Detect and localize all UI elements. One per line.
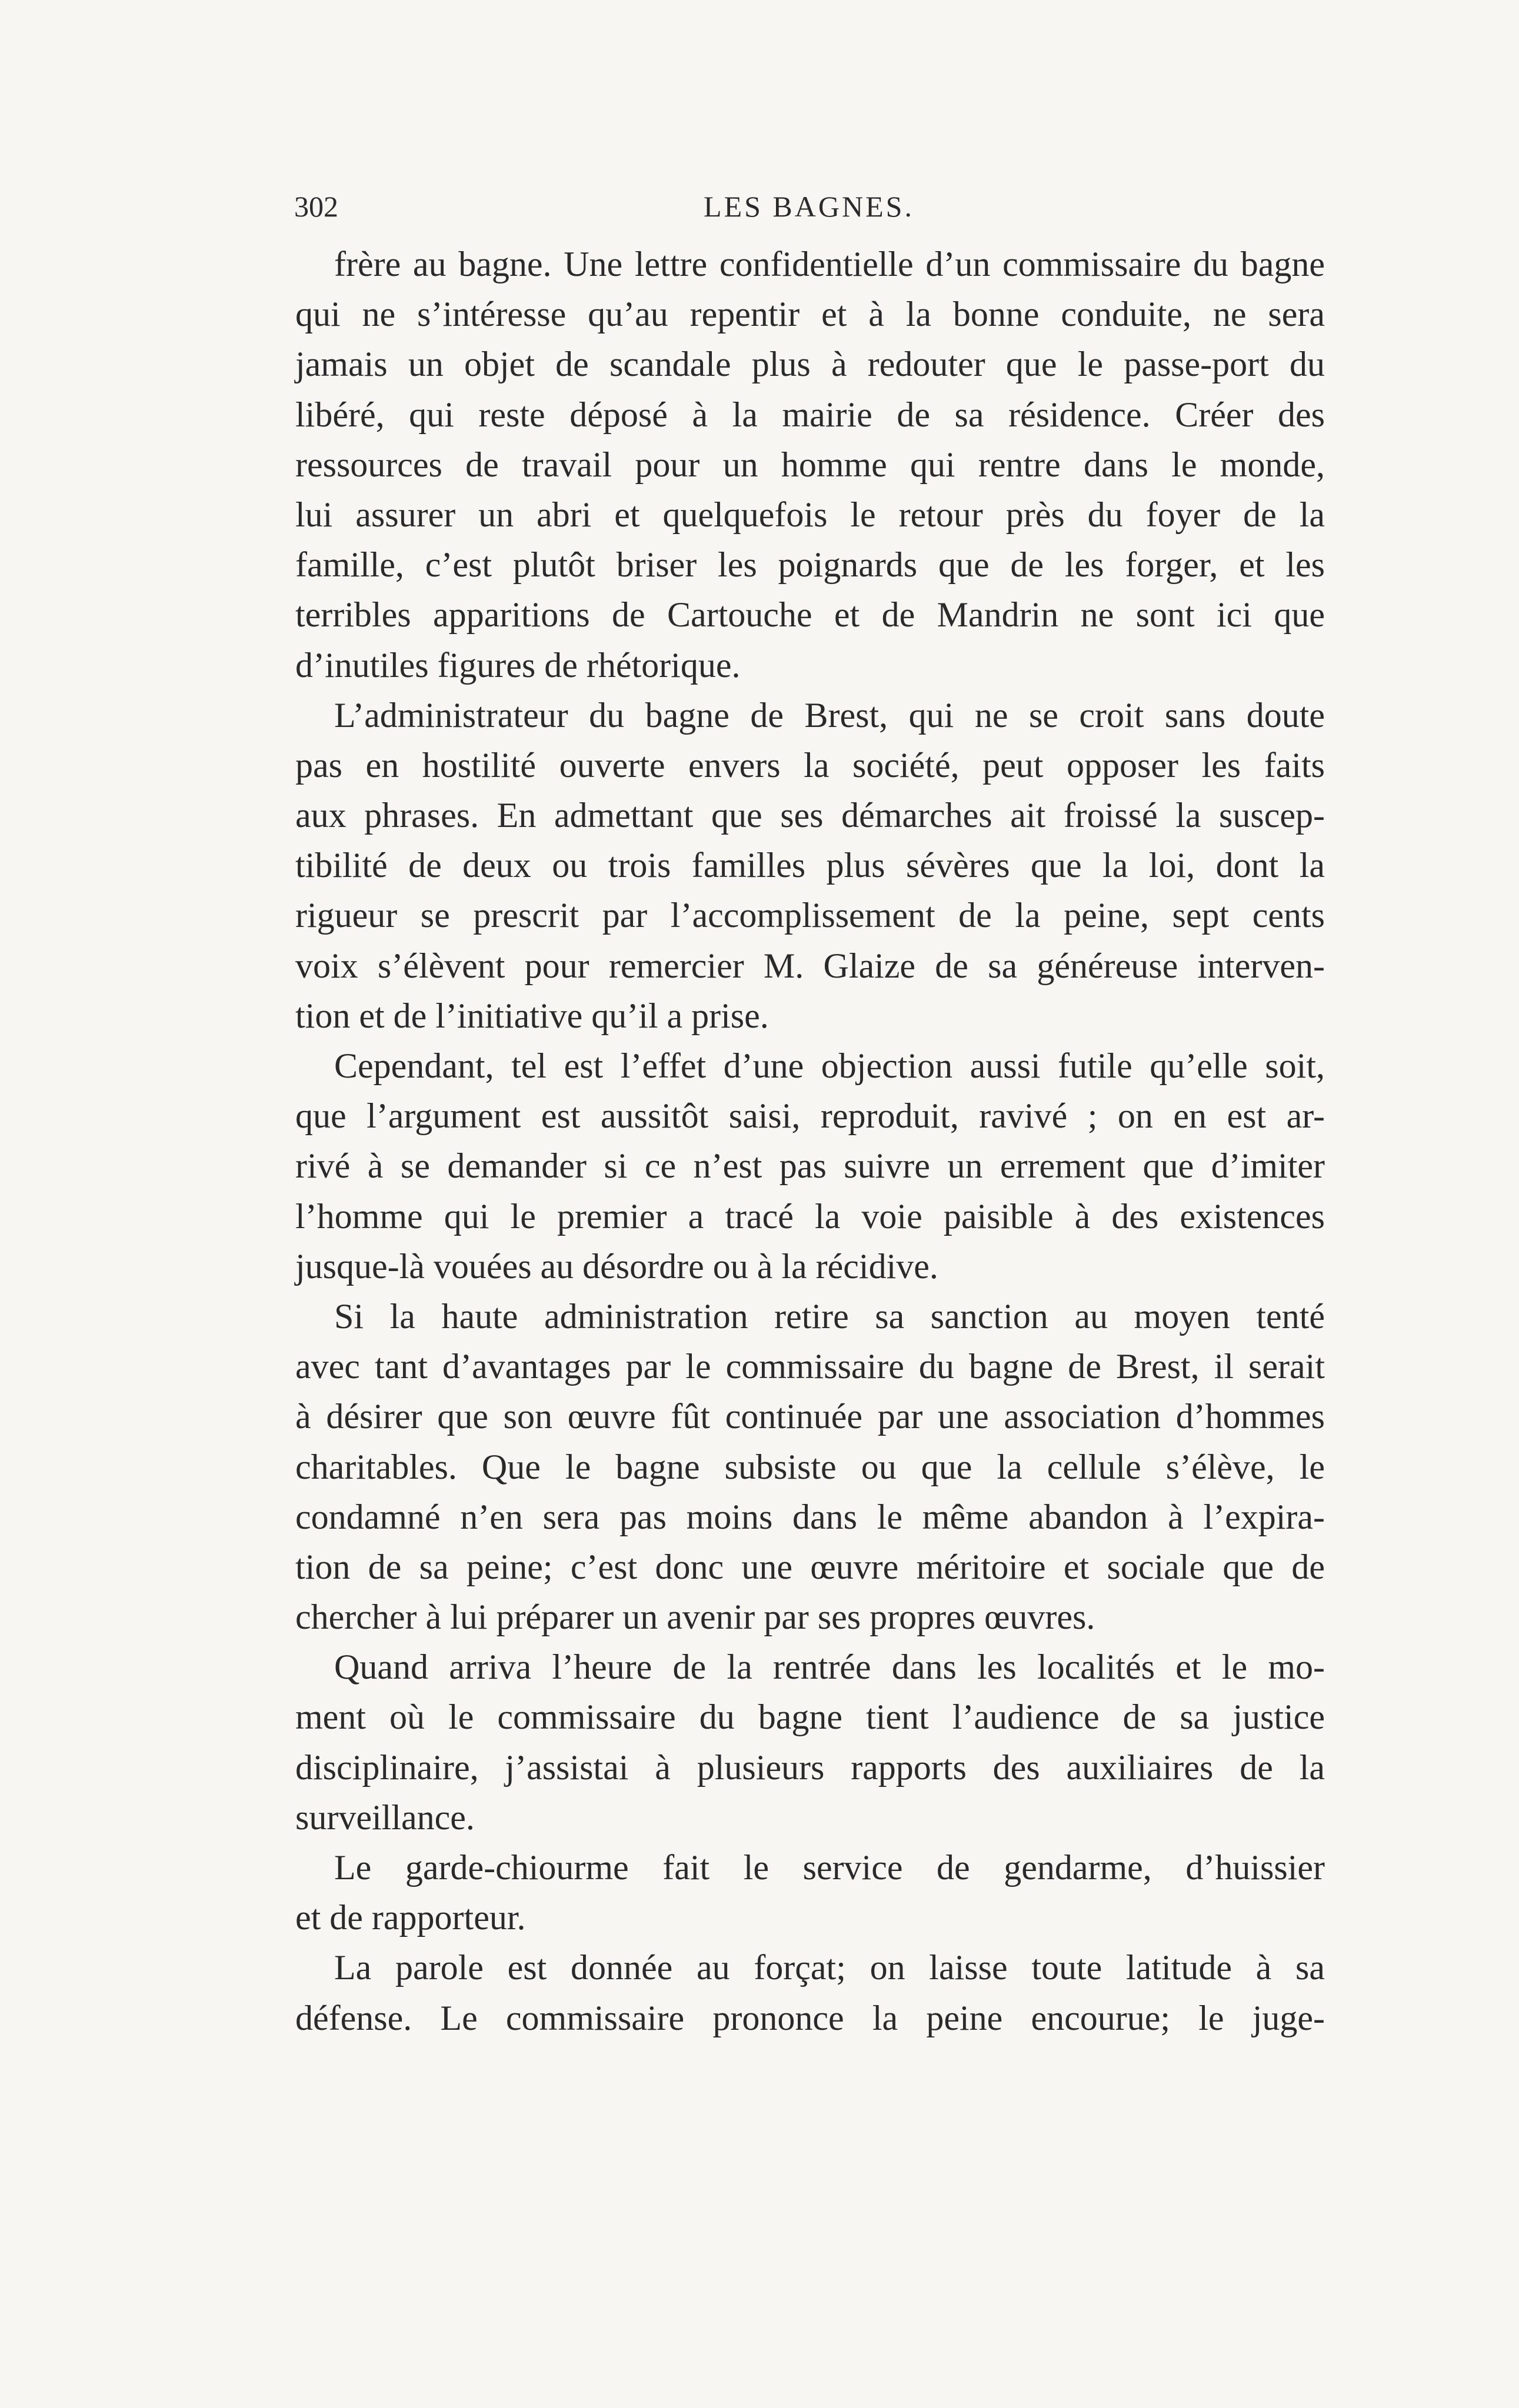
page-number: 302 xyxy=(294,190,338,223)
text-line: l’homme qui le premier a tracé la voie paisible à des existences xyxy=(295,1196,1325,1236)
text-line: d’inutiles figures de rhétorique. xyxy=(295,645,741,685)
text-line: Quand arriva l’heure de la rentrée dans les localités et le mo- xyxy=(334,1647,1325,1687)
text-line: pas en hostilité ouverte envers la société, peut opposer les faits xyxy=(295,745,1325,785)
text-line: chercher à lui préparer un avenir par ses propres œuvres. xyxy=(295,1597,1095,1637)
text-line: surveillance. xyxy=(295,1797,475,1837)
text-line: jusque-là vouées au désordre ou à la récidive. xyxy=(295,1246,938,1286)
running-title: LES BAGNES. xyxy=(704,190,914,223)
text-line: rigueur se prescrit par l’accomplissement de la peine, sept cents xyxy=(295,896,1325,935)
text-line: avec tant d’avantages par le commissaire du bagne de Brest, il serait xyxy=(295,1347,1325,1386)
text-line: qui ne s’intéresse qu’au repentir et à la bonne conduite, ne sera xyxy=(295,295,1325,334)
text-line: disciplinaire, j’assistai à plusieurs rapports des auxiliaires de la xyxy=(295,1747,1325,1787)
text-line: rivé à se demander si ce n’est pas suivre un errement que d’imiter xyxy=(295,1146,1325,1186)
text-line: jamais un objet de scandale plus à redouter que le passe-port du xyxy=(295,345,1325,384)
text-line: condamné n’en sera pas moins dans le même abandon à l’expira- xyxy=(295,1497,1325,1536)
text-line: Le garde-chiourme fait le service de gendarme, d’huissier xyxy=(334,1848,1325,1887)
page-header xyxy=(294,189,1324,231)
text-line: frère au bagne. Une lettre confidentielle d’un commissaire du bagne xyxy=(334,245,1325,284)
text-line: La parole est donnée au forçat; on laisse toute latitude à sa xyxy=(334,1948,1325,1987)
text-line: voix s’élèvent pour remercier M. Glaize de sa généreuse interven- xyxy=(295,946,1325,985)
text-line: que l’argument est aussitôt saisi, reproduit, ravivé ; on en est ar- xyxy=(295,1096,1325,1136)
text-line: L’administrateur du bagne de Brest, qui ne se croit sans doute xyxy=(334,695,1325,735)
text-line: tion et de l’initiative qu’il a prise. xyxy=(295,996,769,1035)
text-line: charitables. Que le bagne subsiste ou que la cellule s’élève, le xyxy=(295,1447,1325,1486)
text-line: terribles apparitions de Cartouche et de Mandrin ne sont ici que xyxy=(295,595,1325,635)
text-line: à désirer que son œuvre fût continuée par une association d’hommes xyxy=(295,1397,1325,1436)
text-line: Cependant, tel est l’effet d’une objection aussi futile qu’elle soit, xyxy=(334,1046,1325,1085)
text-line: ment où le commissaire du bagne tient l’audience de sa justice xyxy=(295,1697,1325,1737)
text-line: et de rapporteur. xyxy=(295,1898,526,1937)
text-line: tion de sa peine; c’est donc une œuvre méritoire et sociale que de xyxy=(295,1547,1325,1586)
text-line: Si la haute administration retire sa sanction au moyen tenté xyxy=(334,1296,1325,1336)
text-line: aux phrases. En admettant que ses démarches ait froissé la suscep- xyxy=(295,796,1325,835)
text-line: libéré, qui reste déposé à la mairie de sa résidence. Créer des xyxy=(295,395,1325,434)
text-line: défense. Le commissaire prononce la peine encourue; le juge- xyxy=(295,1998,1325,2037)
text-line: lui assurer un abri et quelquefois le retour près du foyer de la xyxy=(295,495,1325,534)
text-line: ressources de travail pour un homme qui rentre dans le monde, xyxy=(295,445,1325,484)
body-text xyxy=(295,239,1325,2043)
text-line: famille, c’est plutôt briser les poignards que de les forger, et les xyxy=(295,545,1325,585)
text-line: tibilité de deux ou trois familles plus sévères que la loi, dont la xyxy=(295,846,1325,885)
